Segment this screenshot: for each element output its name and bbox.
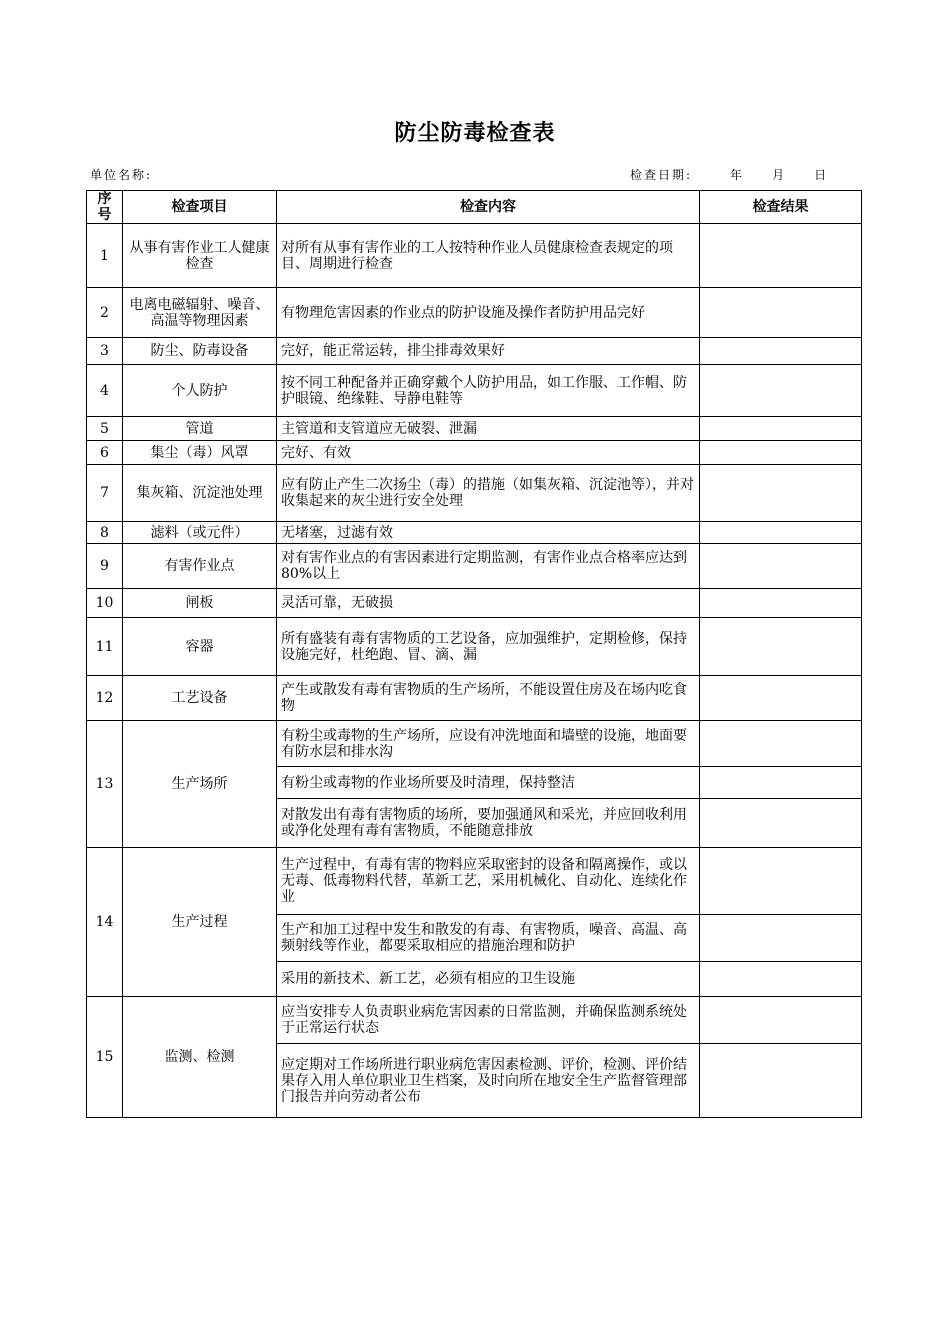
check-content: 按不同工种配备并正确穿戴个人防护用品，如工作服、工作帽、防护眼镜、绝缘鞋、导静电鞋等 <box>277 365 700 417</box>
check-result-cell[interactable] <box>700 962 862 997</box>
row-number: 2 <box>87 288 123 338</box>
inspection-date <box>630 166 828 183</box>
row-number: 14 <box>87 848 123 997</box>
check-content: 无堵塞，过滤有效 <box>277 522 700 544</box>
row-number: 4 <box>87 365 123 417</box>
table-row <box>87 338 862 365</box>
check-result-cell[interactable] <box>700 465 862 522</box>
check-result-cell[interactable] <box>700 288 862 338</box>
check-result-cell[interactable] <box>700 618 862 676</box>
check-result-cell[interactable] <box>700 997 862 1044</box>
header-result: 检查结果 <box>700 191 862 224</box>
check-content: 生产过程中，有毒有害的物料应采取密封的设备和隔离操作，或以无毒、低毒物料代替，革新工艺，采用机械化、自动化、连续化作业 <box>277 848 700 915</box>
table-row <box>87 618 862 676</box>
row-number: 7 <box>87 465 123 522</box>
check-content: 对散发出有毒有害物质的场所，要加强通风和采光，并应回收利用或净化处理有毒有害物质，不能随意排放 <box>277 799 700 848</box>
check-content: 生产和加工过程中发生和散发的有毒、有害物质，噪音、高温、高频射线等作业，都要采取相应的措施治理和防护 <box>277 915 700 962</box>
inspection-table <box>86 190 862 1118</box>
check-item: 容器 <box>123 618 277 676</box>
row-number: 15 <box>87 997 123 1118</box>
check-item: 生产场所 <box>123 721 277 848</box>
check-result-cell[interactable] <box>700 589 862 618</box>
table-row <box>87 465 862 522</box>
unit-name-label: 单位名称: <box>90 168 153 182</box>
header-no: 序号 <box>87 191 123 224</box>
header-item: 检查项目 <box>123 191 277 224</box>
check-item: 防尘、防毒设备 <box>123 338 277 365</box>
row-number: 6 <box>87 441 123 465</box>
check-item: 生产过程 <box>123 848 277 997</box>
check-result-cell[interactable] <box>700 441 862 465</box>
table-row <box>87 848 862 915</box>
check-content: 应当安排专人负责职业病危害因素的日常监测，并确保监测系统处于正常运行状态 <box>277 997 700 1044</box>
check-content: 主管道和支管道应无破裂、泄漏 <box>277 417 700 441</box>
check-content: 灵活可靠，无破损 <box>277 589 700 618</box>
check-content: 产生或散发有毒有害物质的生产场所，不能设置住房及在场内吃食物 <box>277 676 700 721</box>
check-item: 监测、检测 <box>123 997 277 1118</box>
table-row <box>87 544 862 589</box>
check-item: 滤料（或元件） <box>123 522 277 544</box>
year-label: 年 <box>730 168 745 182</box>
check-item: 集灰箱、沉淀池处理 <box>123 465 277 522</box>
check-result-cell[interactable] <box>700 544 862 589</box>
check-content: 所有盛装有毒有害物质的工艺设备，应加强维护，定期检修，保持设施完好，杜绝跑、冒、滴、漏 <box>277 618 700 676</box>
check-item: 工艺设备 <box>123 676 277 721</box>
check-content: 应有防止产生二次扬尘（毒）的措施（如集灰箱、沉淀池等），并对收集起来的灰尘进行安全处理 <box>277 465 700 522</box>
check-result-cell[interactable] <box>700 365 862 417</box>
check-content: 有物理危害因素的作业点的防护设施及操作者防护用品完好 <box>277 288 700 338</box>
check-item: 闸板 <box>123 589 277 618</box>
row-number: 1 <box>87 224 123 288</box>
check-item: 集尘（毒）风罩 <box>123 441 277 465</box>
header-content: 检查内容 <box>277 191 700 224</box>
check-item: 电离电磁辐射、噪音、高温等物理因素 <box>123 288 277 338</box>
table-row <box>87 288 862 338</box>
table-header-row <box>87 191 862 224</box>
check-item: 从事有害作业工人健康检查 <box>123 224 277 288</box>
row-number: 9 <box>87 544 123 589</box>
table-row <box>87 522 862 544</box>
table-row <box>87 224 862 288</box>
check-content: 有粉尘或毒物的生产场所，应设有冲洗地面和墙壁的设施，地面要有防水层和排水沟 <box>277 721 700 767</box>
table-row <box>87 721 862 767</box>
check-item: 有害作业点 <box>123 544 277 589</box>
table-row <box>87 365 862 417</box>
check-result-cell[interactable] <box>700 338 862 365</box>
day-label: 日 <box>814 168 829 182</box>
check-content: 对有害作业点的有害因素进行定期监测，有害作业点合格率应达到80%以上 <box>277 544 700 589</box>
check-content: 完好，能正常运转，排尘排毒效果好 <box>277 338 700 365</box>
check-result-cell[interactable] <box>700 799 862 848</box>
check-result-cell[interactable] <box>700 224 862 288</box>
check-result-cell[interactable] <box>700 522 862 544</box>
check-result-cell[interactable] <box>700 848 862 915</box>
table-row <box>87 997 862 1044</box>
check-content: 对所有从事有害作业的工人按特种作业人员健康检查表规定的项目、周期进行检查 <box>277 224 700 288</box>
row-number: 3 <box>87 338 123 365</box>
check-content: 有粉尘或毒物的作业场所要及时清理，保持整洁 <box>277 767 700 799</box>
row-number: 10 <box>87 589 123 618</box>
check-content: 应定期对工作场所进行职业病危害因素检测、评价，检测、评价结果存入用人单位职业卫生档案，及时向所在地安全生产监督管理部门报告并向劳动者公布 <box>277 1044 700 1118</box>
check-result-cell[interactable] <box>700 721 862 767</box>
row-number: 13 <box>87 721 123 848</box>
date-label: 检查日期: <box>630 168 693 182</box>
check-result-cell[interactable] <box>700 417 862 441</box>
check-result-cell[interactable] <box>700 915 862 962</box>
check-item: 管道 <box>123 417 277 441</box>
check-item: 个人防护 <box>123 365 277 417</box>
check-result-cell[interactable] <box>700 1044 862 1118</box>
table-row <box>87 589 862 618</box>
table-row <box>87 676 862 721</box>
check-result-cell[interactable] <box>700 767 862 799</box>
check-content: 采用的新技术、新工艺，必须有相应的卫生设施 <box>277 962 700 997</box>
page-title: 防尘防毒检查表 <box>394 121 556 146</box>
check-content: 完好、有效 <box>277 441 700 465</box>
row-number: 11 <box>87 618 123 676</box>
row-number: 12 <box>87 676 123 721</box>
row-number: 8 <box>87 522 123 544</box>
month-label: 月 <box>772 168 787 182</box>
check-result-cell[interactable] <box>700 676 862 721</box>
table-row <box>87 417 862 441</box>
row-number: 5 <box>87 417 123 441</box>
table-row <box>87 441 862 465</box>
